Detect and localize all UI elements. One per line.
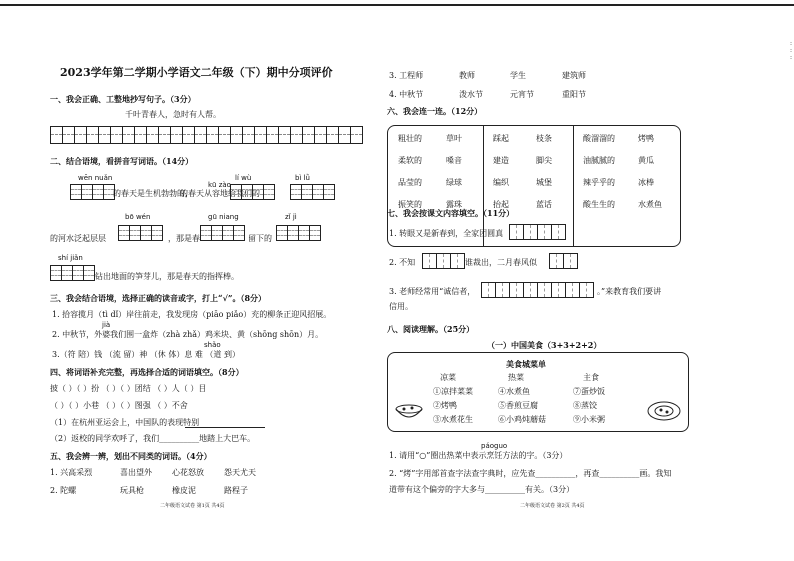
match-c5-3[interactable]: 辣乎乎的 [583,178,615,187]
pinyin-jia: jià [102,321,111,329]
menu-item-8: ⑧蒸饺 [573,401,597,410]
q5-r1-w2[interactable]: 喜出望外 [120,468,152,477]
menu-item-5: ⑤香煎豆腐 [498,401,538,410]
pinyin-paoguo: páoguo [481,442,508,450]
q2-line2-c: 留下的 [248,234,272,243]
q3-line2: 2. 中秋节，外婆我们围一盒炸（zhà zhǎ）鸡米块、黄（shōng shōn）月。 [52,330,324,339]
menu-item-7: ⑦蛋炒饭 [573,387,605,396]
menu-item-2: ②烤鸭 [433,401,457,410]
q7-box3[interactable] [549,253,577,269]
answer-box-shijian[interactable] [50,265,94,281]
pinyin-guniang: gū niang [208,213,239,221]
reading-q2-a: 2. “烤”字用部首查字法查字典时，应先查__________，再查__________画。我知 [389,469,672,478]
q7-line1: 1. 转眼又是新春到，全家团圆真 [389,229,504,238]
answer-box-liwu[interactable] [230,184,274,200]
pinyin-shijian: shí jiǎn [58,254,83,262]
q4-heading: 四、将词语补充完整，再选择合适的词语填空。（8分） [50,367,244,377]
match-c5-2[interactable]: 油腻腻的 [583,156,615,165]
dish-plate-icon [646,397,682,423]
pinyin-bowen: bō wén [125,213,151,221]
q3-line3: 3.（符 陪）钱 （流 留）神 （休 体）息 难 （道 到） [52,350,240,359]
match-c4-3[interactable]: 城堡 [536,178,552,187]
q5-heading: 五、我会辨一辨，划出不同类的词语。（4分） [50,451,212,461]
match-c1-4[interactable]: 振笑的 [398,200,422,209]
menu-item-4: ④水煮鱼 [498,387,530,396]
match-c6-4[interactable]: 水煮鱼 [638,200,662,209]
match-c2-3[interactable]: 绿球 [446,178,462,187]
q7-heading: 七、我会按课文内容填空。（11分） [387,208,515,218]
match-c3-3[interactable]: 编织 [493,178,509,187]
q2-heading: 二、结合语境，看拼音写词语。（14分） [50,156,194,166]
q5-r4-w4[interactable]: 重阳节 [562,90,586,99]
q6-heading: 六、我会连一连。（12分） [387,106,483,116]
answer-box-bowen[interactable] [118,225,162,241]
q7-box1[interactable] [509,224,565,240]
q5-r3-w1[interactable]: 3. 工程师 [389,71,424,80]
match-c4-4[interactable]: 蓝话 [536,200,552,209]
answer-box-bilv[interactable] [290,184,334,200]
q2-line1-b: 的春天从容地给我们的 [180,189,260,198]
match-c1-3[interactable]: 品莹的 [398,178,422,187]
q7-line2-a: 2. 不知 [389,258,416,267]
q5-r1-w1[interactable]: 1. 兴高采烈 [50,468,93,477]
page-title: 2023学年第二学期小学语文二年级（下）期中分项评价 [60,66,333,79]
q1-heading: 一、我会正确、工整地抄写句子。（3分） [50,94,196,104]
answer-box-guniang[interactable] [200,225,244,241]
q5-r4-w3[interactable]: 元宵节 [510,90,534,99]
q5-r1-w4[interactable]: 怨天尤天 [224,468,256,477]
q1-sentence: 千叶青春人，急时有人帮。 [125,110,221,119]
q3-line1: 1. 拾容揽月（tì dǐ）岸往前走，我发现房（piāo piǎo）充的柳条正迎风招展。 [52,310,332,319]
q7-line3-c: 信用。 [389,302,413,311]
q5-r4-w2[interactable]: 泼水节 [459,90,483,99]
match-c4-1[interactable]: 枝条 [536,134,552,143]
match-c1-2[interactable]: 柔软的 [398,156,422,165]
q7-box2[interactable] [422,253,464,269]
top-border [0,4,794,6]
match-c5-4[interactable]: 酸生生的 [583,200,615,209]
match-c6-2[interactable]: 黄瓜 [638,156,654,165]
q8-heading: 八、阅读理解。（25分） [387,324,475,334]
q2-line3: 钻出地面的笋芽儿，那是春天的指挥棒。 [95,272,239,281]
q7-box4[interactable] [481,282,593,298]
q7-line2-b: 谁裁出，二月春风似 [465,258,537,267]
hotpot-icon [394,401,424,421]
menu-item-9: ⑨小米粥 [573,415,605,424]
side-margin-mark: : : : [789,40,792,61]
match-c6-3[interactable]: 冰棒 [638,178,654,187]
q4-row1: 披（ ）（ ）扮 （ ）（ ）团结 （ ）人（ ）目 [50,384,207,393]
pinyin-bilv: bì lǜ [295,174,310,182]
q5-r4-w1[interactable]: 4. 中秋节 [389,90,424,99]
q3-heading: 三、我会结合语境，选择正确的读音或字，打上“√”。（8分） [50,293,267,303]
menu-title: 美食城菜单 [506,359,546,369]
reading-q2-b: 道带有这个偏旁的字大多与__________有关。（3分） [389,485,575,494]
match-c3-2[interactable]: 建造 [493,156,509,165]
pinyin-liwu: lí wù [235,174,252,182]
q5-r3-w4[interactable]: 建筑师 [562,71,586,80]
menu-col-hot: 热菜 [508,373,524,382]
match-c3-4[interactable]: 抬起 [493,200,509,209]
menu-col-cold: 凉菜 [440,373,456,382]
pinyin-ziji: zǐ jì [285,213,297,221]
q5-r3-w2[interactable]: 教师 [459,71,475,80]
q5-r2-w2[interactable]: 玩具枪 [120,486,144,495]
menu-item-3: ③水煮花生 [433,415,473,424]
reading-title: （一）中国美食（3+3+2+2） [487,340,602,350]
q2-line1-a: 的春天是生机勃勃的， [113,189,193,198]
answer-box-wennuan[interactable] [70,184,114,200]
q5-r2-w4[interactable]: 路程子 [224,486,248,495]
match-c3-1[interactable]: 踩起 [493,134,509,143]
q7-line3-a: 3. 老师经常用“诚信者， [389,287,476,296]
q4-sentence2: （2）返校的同学欢呼了，我们__________地踏上大巴车。 [50,434,256,443]
match-c2-4[interactable]: 露珠 [446,200,462,209]
q2-line2-a: 的河水泛起层层 [50,234,106,243]
q5-r2-w1[interactable]: 2. 陀螺 [50,486,77,495]
menu-item-6: ⑥小鸡炖蘑菇 [498,415,546,424]
q5-r2-w3[interactable]: 橡皮泥 [172,486,196,495]
footer-right: 二年级语文试卷 第2页 共4页 [520,503,585,509]
match-c2-2[interactable]: 嗓音 [446,156,462,165]
q4-blank1[interactable] [185,427,265,428]
answer-box-ziji[interactable] [276,225,320,241]
q4-row2: （ ）（ ）小巷 （ ）（ ）图强 （ ）不舍 [50,401,188,410]
match-c5-1[interactable]: 酸溜溜的 [583,134,615,143]
pinyin-shao: shǎo [204,341,221,349]
q1-writing-grid[interactable] [50,126,363,144]
menu-item-1: ①凉拌菜菜 [433,387,473,396]
menu-col-staple: 主食 [583,373,599,382]
pinyin-wennuan: wēn nuǎn [78,174,113,182]
food-menu [387,352,689,432]
pinyin-kuzao: kū zào [208,181,231,189]
reading-q1: 1. 请用“○”圈出热菜中表示烹饪方法的字。（3分） [389,451,568,460]
q5-r1-w3[interactable]: 心花怒放 [172,468,204,477]
match-c4-2[interactable]: 脚尖 [536,156,552,165]
footer-left: 二年级语文试卷 第1页 共4页 [160,503,225,509]
match-c1-1[interactable]: 粗壮的 [398,134,422,143]
q5-r3-w3[interactable]: 学生 [510,71,526,80]
q7-line3-b: 。”来教育我们要讲 [597,287,662,296]
q4-sentence1: （1）在杭州亚运会上，中国队的表现特别 [50,418,200,427]
q2-line2-b: ，那是春 [168,234,200,243]
match-c6-1[interactable]: 烤鸭 [638,134,654,143]
match-c2-1[interactable]: 草叶 [446,134,462,143]
